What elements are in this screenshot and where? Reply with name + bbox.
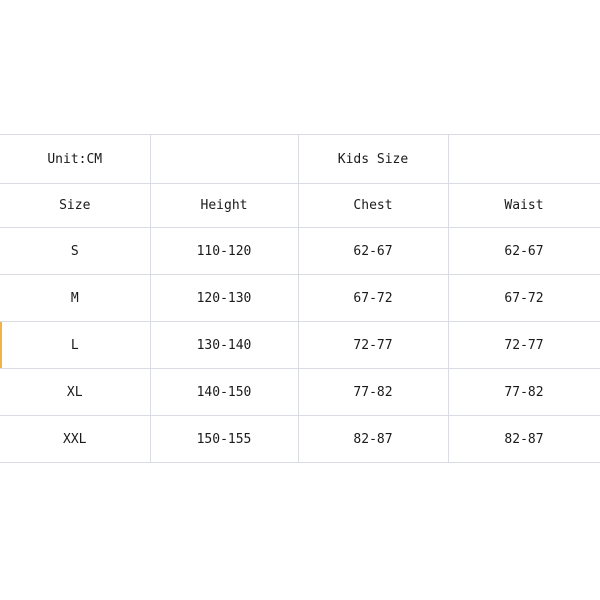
chest-cell: 72-77 bbox=[298, 322, 448, 369]
column-header-row bbox=[0, 184, 600, 228]
table-row bbox=[0, 228, 600, 275]
column-header-size: Size bbox=[0, 184, 150, 228]
height-cell: 150-155 bbox=[150, 416, 298, 463]
height-cell: 110-120 bbox=[150, 228, 298, 275]
size-cell: S bbox=[0, 228, 150, 275]
waist-cell: 82-87 bbox=[448, 416, 600, 463]
unit-label: Unit:CM bbox=[0, 135, 150, 184]
height-cell: 120-130 bbox=[150, 275, 298, 322]
column-header-chest: Chest bbox=[298, 184, 448, 228]
column-header-waist: Waist bbox=[448, 184, 600, 228]
waist-cell: 62-67 bbox=[448, 228, 600, 275]
table-row bbox=[0, 369, 600, 416]
empty-cell bbox=[448, 135, 600, 184]
size-cell: L bbox=[0, 322, 150, 369]
chest-cell: 77-82 bbox=[298, 369, 448, 416]
table-row bbox=[0, 275, 600, 322]
empty-cell bbox=[150, 135, 298, 184]
table-row bbox=[0, 416, 600, 463]
size-chart-table bbox=[0, 134, 600, 463]
size-cell: XXL bbox=[0, 416, 150, 463]
column-header-height: Height bbox=[150, 184, 298, 228]
size-cell: XL bbox=[0, 369, 150, 416]
height-cell: 130-140 bbox=[150, 322, 298, 369]
table-title-row bbox=[0, 135, 600, 184]
waist-cell: 67-72 bbox=[448, 275, 600, 322]
table-row bbox=[0, 322, 600, 369]
chest-cell: 82-87 bbox=[298, 416, 448, 463]
size-cell: M bbox=[0, 275, 150, 322]
waist-cell: 72-77 bbox=[448, 322, 600, 369]
chest-cell: 67-72 bbox=[298, 275, 448, 322]
table-caption: Kids Size bbox=[298, 135, 448, 184]
chest-cell: 62-67 bbox=[298, 228, 448, 275]
waist-cell: 77-82 bbox=[448, 369, 600, 416]
height-cell: 140-150 bbox=[150, 369, 298, 416]
